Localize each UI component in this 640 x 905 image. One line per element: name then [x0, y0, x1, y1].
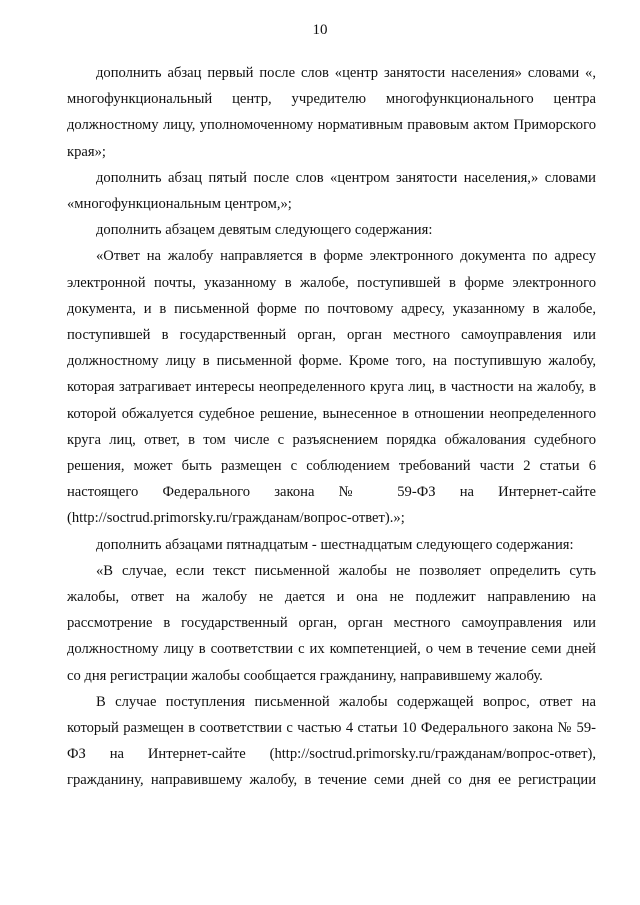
document-body [67, 60, 596, 794]
paragraph-add-fifteenth-sixteenth: дополнить абзацами пятнадцатым - шестнадцатым следующего содержания: [96, 536, 574, 553]
paragraph-unreadable-complaint: «В случае, если текст письменной жалобы не позволяет определить суть жалобы, ответ на жалобу не дается и она не подлежит направлению на рассмотрение в государственный орган, орган местного самоуправления или должностному лицу в соответствии с их компетенцией, о чем в течение семи дней со дня регистрации жалобы сообщается гражданину, направившему жалобу. [67, 562, 596, 684]
paragraph-response-to-complaint: «Ответ на жалобу направляется в форме электронного документа по адресу электронной почты, указанному в жалобе, поступившей в форме электронного документа, и в письменной форме по почтовому адресу, указанному в жалобе, поступившей в государственный орган, орган местного самоуправления или должностному лицу в письменной форме. Кроме того, на поступившую жалобу, которая затрагивает интересы неопределенного круга лиц, в частности на жалобу, в которой обжалуется судебное решение, вынесенное в отношении неопределенного круга лиц, ответ, в том числе с разъяснением порядка обжалования судебного решения, может быть размещен с соблюдением требований части 2 статьи 6 настоящего Федерального закона № 59-ФЗ на Интернет-сайте (http://soctrud.primorsky.ru/гражданам/вопрос-ответ).»; [67, 248, 596, 527]
paragraph-amend-fifth-abzac: дополнить абзац пятый после слов «центром занятости населения,» словами «многофункциональным центром,»; [67, 169, 596, 213]
page-number: 10 [312, 22, 328, 38]
paragraph-add-ninth-abzac: дополнить абзацем девятым следующего содержания: [96, 222, 433, 239]
paragraph-amend-first-abzac: дополнить абзац первый после слов «центр занятости населения» словами «, многофункциональный центр, учредителю многофункционального центра должностному лицу, уполномоченному нормативным правовым актом Приморского края»; [67, 65, 596, 160]
paragraph-answer-already-published: В случае поступления письменной жалобы содержащей вопрос, ответ на который размещен в соответствии с частью 4 статьи 10 Федерального закона № 59-ФЗ на Интернет-сайте (http://soctrud.primorsky.ru/гражданам/вопрос-ответ), гражданину, направившему жалобу, в течение семи дней со дня ее регистрации [67, 693, 596, 789]
